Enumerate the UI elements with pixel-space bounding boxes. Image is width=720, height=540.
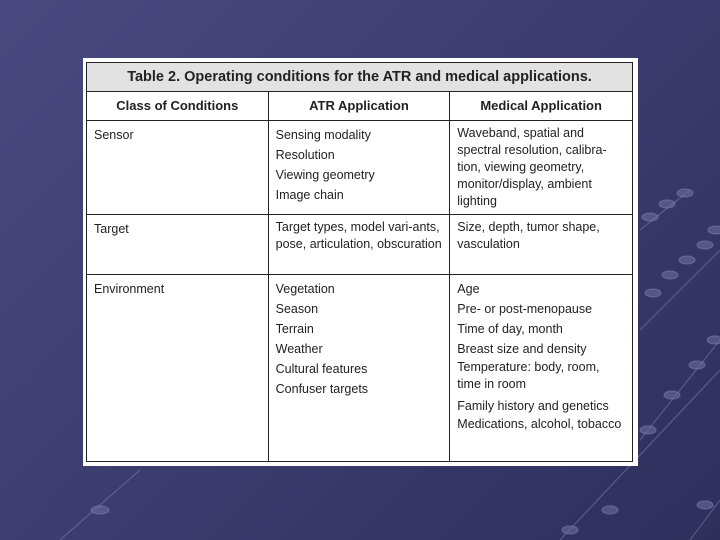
list-item: Resolution bbox=[275, 148, 335, 162]
header-atr: ATR Application bbox=[268, 92, 450, 121]
row-class: Environment bbox=[87, 275, 269, 462]
table-image bbox=[83, 58, 638, 466]
list-item: Waveband, spatial and spectral resolution, calibra-tion, viewing geometry, monitor/display, ambient lighting bbox=[457, 126, 607, 208]
list-item: Pre- or post-menopause bbox=[457, 302, 593, 316]
list-item: Target types, model vari-ants, pose, articulation, obscuration bbox=[275, 220, 442, 251]
row-medical bbox=[450, 275, 633, 462]
list-item: Family history and genetics bbox=[457, 399, 609, 413]
row-atr bbox=[268, 121, 450, 215]
list-item: Breast size and density bbox=[457, 342, 587, 356]
header-medical: Medical Application bbox=[450, 92, 633, 121]
list-item: Viewing geometry bbox=[275, 168, 375, 182]
row-class: Target bbox=[87, 215, 269, 275]
table-title: Table 2. Operating conditions for the ATR and medical applications. bbox=[87, 63, 633, 92]
row-class: Sensor bbox=[87, 121, 269, 215]
list-item: Sensing modality bbox=[275, 128, 371, 142]
row-atr bbox=[268, 275, 450, 462]
table-row bbox=[87, 215, 633, 275]
list-item: Age bbox=[457, 282, 480, 296]
list-item: Time of day, month bbox=[457, 322, 563, 336]
table-row bbox=[87, 121, 633, 215]
list-item: Image chain bbox=[275, 188, 344, 202]
list-item: Season bbox=[275, 302, 319, 316]
row-medical bbox=[450, 215, 633, 275]
list-item: Temperature: body, room, time in room bbox=[457, 360, 600, 391]
row-medical bbox=[450, 121, 633, 215]
list-item: Weather bbox=[275, 342, 323, 356]
row-atr bbox=[268, 215, 450, 275]
table-row bbox=[87, 275, 633, 462]
header-class: Class of Conditions bbox=[87, 92, 269, 121]
list-item: Confuser targets bbox=[275, 382, 369, 396]
list-item: Size, depth, tumor shape, vasculation bbox=[457, 220, 600, 251]
list-item: Cultural features bbox=[275, 362, 368, 376]
list-item: Vegetation bbox=[275, 282, 335, 296]
list-item: Medications, alcohol, tobacco bbox=[457, 417, 622, 431]
list-item: Terrain bbox=[275, 322, 314, 336]
operating-conditions-table bbox=[86, 62, 633, 462]
